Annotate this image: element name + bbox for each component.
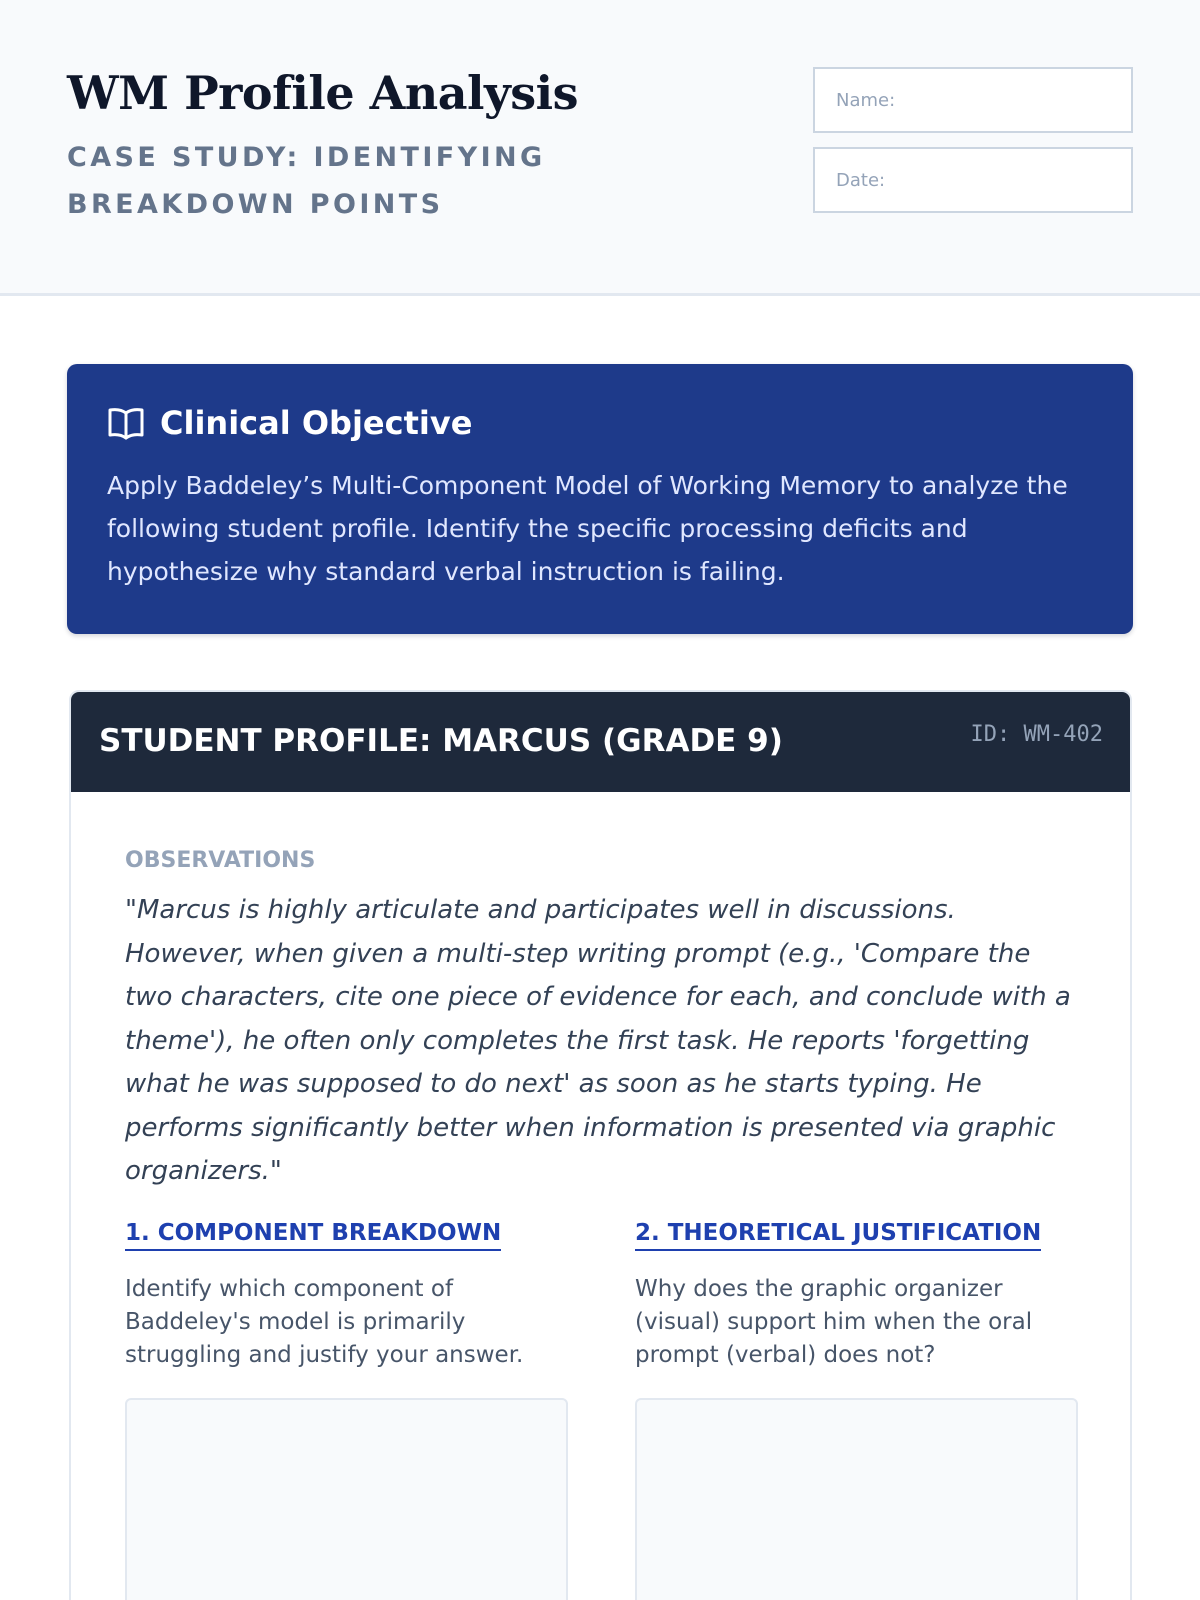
- date-field[interactable]: Date:: [813, 147, 1133, 213]
- profile-card-header: [71, 692, 1130, 792]
- page-title: WM Profile Analysis: [67, 66, 579, 120]
- question-component-breakdown: [125, 1220, 568, 1372]
- profile-title: STUDENT PROFILE: MARCUS (GRADE 9): [99, 723, 783, 759]
- objective-title: Clinical Objective: [160, 404, 473, 442]
- observations-text: "Marcus is highly articulate and participates well in discussions. However, when given a multi-step writing prompt (e.g., 'Compare the two characters, cite one piece of evidence for each, and conclude with a theme'), he often only completes the first task. He reports 'forgetting what he was supposed to do next' as soon as he starts typing. He performs significantly better when information is presented via graphic organizers.": [125, 895, 1071, 1186]
- question-text: Identify which component of Baddeley's model is primarily struggling and justify your answer.: [125, 1276, 524, 1368]
- clinical-objective-panel: [67, 364, 1133, 634]
- page-subtitle: CASE STUDY: IDENTIFYING BREAKDOWN POINTS: [67, 142, 546, 220]
- student-profile-card: [69, 690, 1132, 1600]
- open-book-icon: [107, 406, 145, 440]
- worksheet-header: [0, 0, 1200, 296]
- question-theoretical-justification: [635, 1220, 1078, 1372]
- objective-text: Apply Baddeley’s Multi-Component Model of Working Memory to analyze the following student profile. Identify the specific processing deficits and hypothesize why standard verbal instruction is failing.: [107, 471, 1068, 586]
- answer-box-component-breakdown[interactable]: [125, 1398, 568, 1600]
- profile-id: ID: WM-402: [970, 722, 1103, 747]
- question-title: 1. COMPONENT BREAKDOWN: [125, 1220, 501, 1251]
- question-text: Why does the graphic organizer (visual) support him when the oral prompt (verbal) does not?: [635, 1276, 1033, 1368]
- name-field[interactable]: Name:: [813, 67, 1133, 133]
- observations-label: OBSERVATIONS: [125, 848, 316, 873]
- question-title: 2. THEORETICAL JUSTIFICATION: [635, 1220, 1041, 1251]
- answer-box-theoretical-justification[interactable]: [635, 1398, 1078, 1600]
